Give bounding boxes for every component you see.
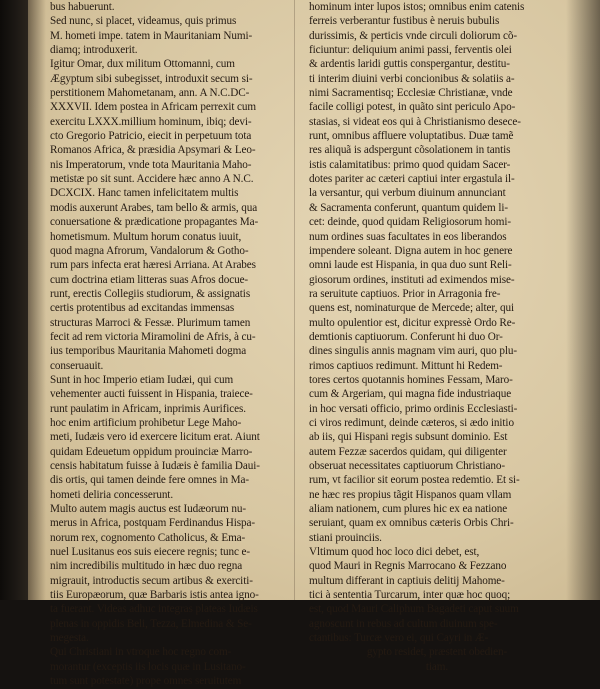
- text-line: perstitionem Mahometanam, ann. A N.C.DC-: [50, 87, 250, 100]
- text-line: ius temporibus Mauritania Mahometi dogma: [50, 345, 247, 358]
- text-line: XXXVII. Idem postea in Africam perrexit cum: [50, 101, 257, 114]
- text-column-left: [50, 0, 284, 689]
- text-line: quod magna Afrorum, Vandalorum & Gotho-: [50, 244, 249, 257]
- text-line: cum & Argeriam, qui magna fide industriaque: [309, 388, 512, 401]
- text-line: ferreis verberantur fustibus è neruis bubulis: [309, 15, 500, 28]
- text-line: hometi deliria concesserunt.: [50, 488, 174, 501]
- text-line: ta fuerant. Videas adhuc integras plateas Iudæis: [50, 603, 258, 616]
- book-spine: [0, 0, 28, 600]
- text-line: quod Mauri in Regnis Marrocano & Fezzano: [309, 560, 507, 573]
- text-line: ctantibus: Turcæ vero ei, qui Cayri in Æ-: [309, 632, 489, 645]
- text-line: & Sacramenta conferunt, quantum quidem li-: [309, 201, 508, 214]
- text-line: giosorum ordines, instituti ad eximendos mise-: [309, 273, 515, 286]
- text-line: runt, erectis Collegiis studiorum, & assignatis: [50, 287, 251, 300]
- text-line: & ardentis laridi guttis conspergantur, destitu-: [309, 58, 510, 71]
- text-line: autem Fezzæ sacerdos quidam, qui diligenter: [309, 445, 507, 458]
- text-line: dis ortis, qui tamen deinde fere omnes in Ma-: [50, 474, 250, 487]
- text-line: ra seruitute captiuos. Prior in Arragonia fre-: [309, 287, 501, 300]
- text-line: runt paulatim in Africam, inprimis Aurifices.: [50, 402, 246, 415]
- text-line: impendere soleant. Digna autem in hoc genere: [309, 244, 513, 257]
- text-line: tum sunt potestate) prope omnes seruitutem: [50, 675, 242, 688]
- text-line: DCXCIX. Hanc tamen infelicitatem multis: [50, 187, 239, 200]
- text-line: M. hometi impe. tatem in Mauritaniam Numi-: [50, 29, 253, 42]
- text-line: nim incredibilis multitudo in hæc duo regna: [50, 560, 243, 573]
- text-line: Vltimum quod hoc loco dici debet, est,: [309, 546, 480, 559]
- text-line: hominum inter lupos istos; omnibus enim catenis: [309, 1, 525, 13]
- text-line: multum differant in captiuis delitij Mahome-: [309, 574, 505, 587]
- text-line: cto Gregorio Patricio, eiecit in perpetuum tota: [50, 130, 252, 143]
- text-line: gypto residet, præstent obedien-: [366, 646, 508, 659]
- text-line: quens est, nominaturque de Mercede; alter, qui: [309, 302, 514, 315]
- text-line: exercitu LXXX.millium hominum, ibiq; devi-: [50, 115, 252, 128]
- text-line: stiani prouinciis.: [309, 531, 382, 544]
- text-line: ti interim diuini verbi concionibus & solatiis a-: [309, 72, 515, 85]
- text-line: diamq; introduxerit.: [50, 44, 138, 57]
- text-line: merus in Africa, postquam Ferdinandus Hispa-: [50, 517, 256, 530]
- text-line: Igitur Omar, dux militum Ottomanni, cum: [50, 58, 235, 71]
- text-line: Sunt in hoc Imperio etiam Iudæi, qui cum: [50, 373, 234, 386]
- text-line: Qui Christiani in vtroque hoc regno com-: [50, 646, 232, 659]
- text-line: in hoc versati officio, primo ordinis Ecclesiasti-: [309, 402, 518, 415]
- text-line: istis calamitatibus: primo quod quidam Sacer-: [309, 158, 511, 171]
- text-line: num ordines suas facultates in eos liberandos: [309, 230, 507, 243]
- text-line: morantur (exceptis iis locis quæ in Lusitano-: [50, 660, 246, 673]
- text-line: nimi Sacramentisq; Ecclesiæ Christianæ, vnde: [309, 87, 513, 100]
- text-line: tici à sententia Turcarum, inter quæ hoc quoq;: [309, 589, 511, 602]
- text-line: ne hæc res propius tãgit Hispanos quam vllam: [309, 488, 512, 501]
- text-line: vehementer aucti fuissent in Hispania, traiece-: [50, 388, 253, 401]
- text-line: conuersatione & prædicatione propagantes Ma-: [50, 216, 259, 229]
- gutter-shadow: [28, 0, 46, 600]
- text-line: durissimis, & perticis vnde circuli doliorum cõ-: [309, 29, 518, 42]
- text-line: plenas in oppidis Beli, Tezza, Elmedina & Se-: [50, 617, 252, 630]
- text-line: tores certos quotannis homines Fessam, Maro-: [309, 373, 513, 386]
- text-line: seruiant, quam ex omnibus cæteris Orbis Chri-: [309, 517, 514, 530]
- text-line: meti, Iudæis vero id exercere licitum erat. Aiunt: [50, 431, 260, 444]
- text-line: cum doctrina etiam litteras suas Afros docue-: [50, 273, 249, 286]
- text-line: dines singulis annis magnam vim auri, quo plu-: [309, 345, 517, 358]
- column-divider: [294, 0, 295, 600]
- text-line: structuras Marroci & Fessæ. Plurimum tamen: [50, 316, 251, 329]
- text-line: aliam nationem, cum plures hic ex ea natione: [309, 503, 508, 516]
- text-line: metistæ po sit sunt. Accidere hæc anno A N.C.: [50, 173, 254, 186]
- text-line: ficiuntur: deliquium animi passi, ferventis olei: [309, 44, 512, 57]
- text-line: res aliquã is adspergunt cõsolationem in tantis: [309, 144, 511, 157]
- text-line: Sed nunc, si placet, videamus, quis primus: [50, 15, 237, 28]
- text-line: ci viros redimunt, deinde cæteros, si ædo initio: [309, 416, 514, 429]
- text-line: norum rex, cognomento Catholicus, & Ema-: [50, 531, 246, 544]
- text-line: Multo autem magis auctus est Iudæorum nu-: [50, 503, 247, 516]
- text-line: megesta.: [50, 632, 89, 645]
- text-line: nuel Lusitanus eos suis eiecere regnis; tunc e-: [50, 546, 251, 559]
- text-line: runt, omnibus affluere voluptatibus. Duæ tamẽ: [309, 130, 514, 143]
- text-line: dotes pariter ac cæteri captiui inter ergastula il-: [309, 173, 515, 186]
- text-line: fecit ad rem victoria Miramolini de Afris, à cu-: [50, 330, 256, 343]
- text-line: quidam Edeuetum oppidum prouinciæ Marro-: [50, 445, 253, 458]
- text-line: facile colligi potest, in quãto sint periculo Apo-: [309, 101, 516, 114]
- text-line: hoc enim artificium prohibetur Lege Maho-: [50, 416, 242, 429]
- text-line: obseruat necessitates captiuorum Christiano-: [309, 460, 505, 472]
- text-line: hometismum. Multum horum conatus iuuit,: [50, 230, 242, 243]
- text-line: multo opulentior est, dicitur expressè Ordo Re-: [309, 316, 516, 329]
- text-line: ab iis, qui Hispani regis subsunt dominio. Est: [309, 431, 508, 444]
- text-line: tiis Europæorum, quæ Barbaris istis antea igno-: [50, 589, 259, 602]
- text-line: stasias, si videat eos qui à Christianismo desece-: [309, 115, 521, 128]
- text-line: Ægyptum sibi subegisset, introduxit secum si-: [50, 72, 253, 85]
- text-line: Romanos Africa, & præsidia Apsymari & Leo-: [50, 144, 256, 157]
- text-line: rum, vt facilior sit eorum postea redemtio. Et si-: [309, 474, 520, 487]
- text-line: la versantur, qui verbum diuinum annunciant: [309, 187, 506, 200]
- text-line: cet: deinde, quod quidam Religiosorum homi-: [309, 216, 512, 229]
- text-column-right: [309, 0, 565, 674]
- text-line: rimos captiuos redimunt. Mittunt hi Redem-: [309, 359, 503, 372]
- text-line: migrauit, introductis secum artibus & exerciti-: [50, 574, 253, 587]
- text-line: tiam.: [425, 660, 449, 673]
- text-line: nis Imperatorum, vnde tota Mauritania Maho-: [50, 158, 252, 171]
- text-line: bus habuerunt.: [50, 1, 115, 13]
- page-edge-shadow: [566, 0, 600, 600]
- text-line: est, quod Mauri Caliphum Bagadeti caput suum: [309, 603, 519, 616]
- text-line: demtionis captiuorum. Conferunt hi duo Or-: [309, 330, 503, 343]
- text-line: modis auxerunt Arabes, tam bello & armis, qua: [50, 201, 258, 214]
- text-line: certis protentibus ad excitandas immensas: [50, 302, 235, 315]
- text-line: censis habitatum fuisse à Iudæis è familia Daui-: [50, 460, 260, 472]
- text-line: omni laude est Hispania, in qua duo sunt Reli-: [309, 259, 512, 272]
- text-line: conseruauit.: [50, 359, 104, 372]
- text-line: rum pars infecta erat hæresi Arriana. At Arabes: [50, 259, 256, 272]
- text-line: agnoscunt in rebus ad cultum diuinum spe-: [309, 617, 498, 630]
- book-page: [28, 0, 600, 688]
